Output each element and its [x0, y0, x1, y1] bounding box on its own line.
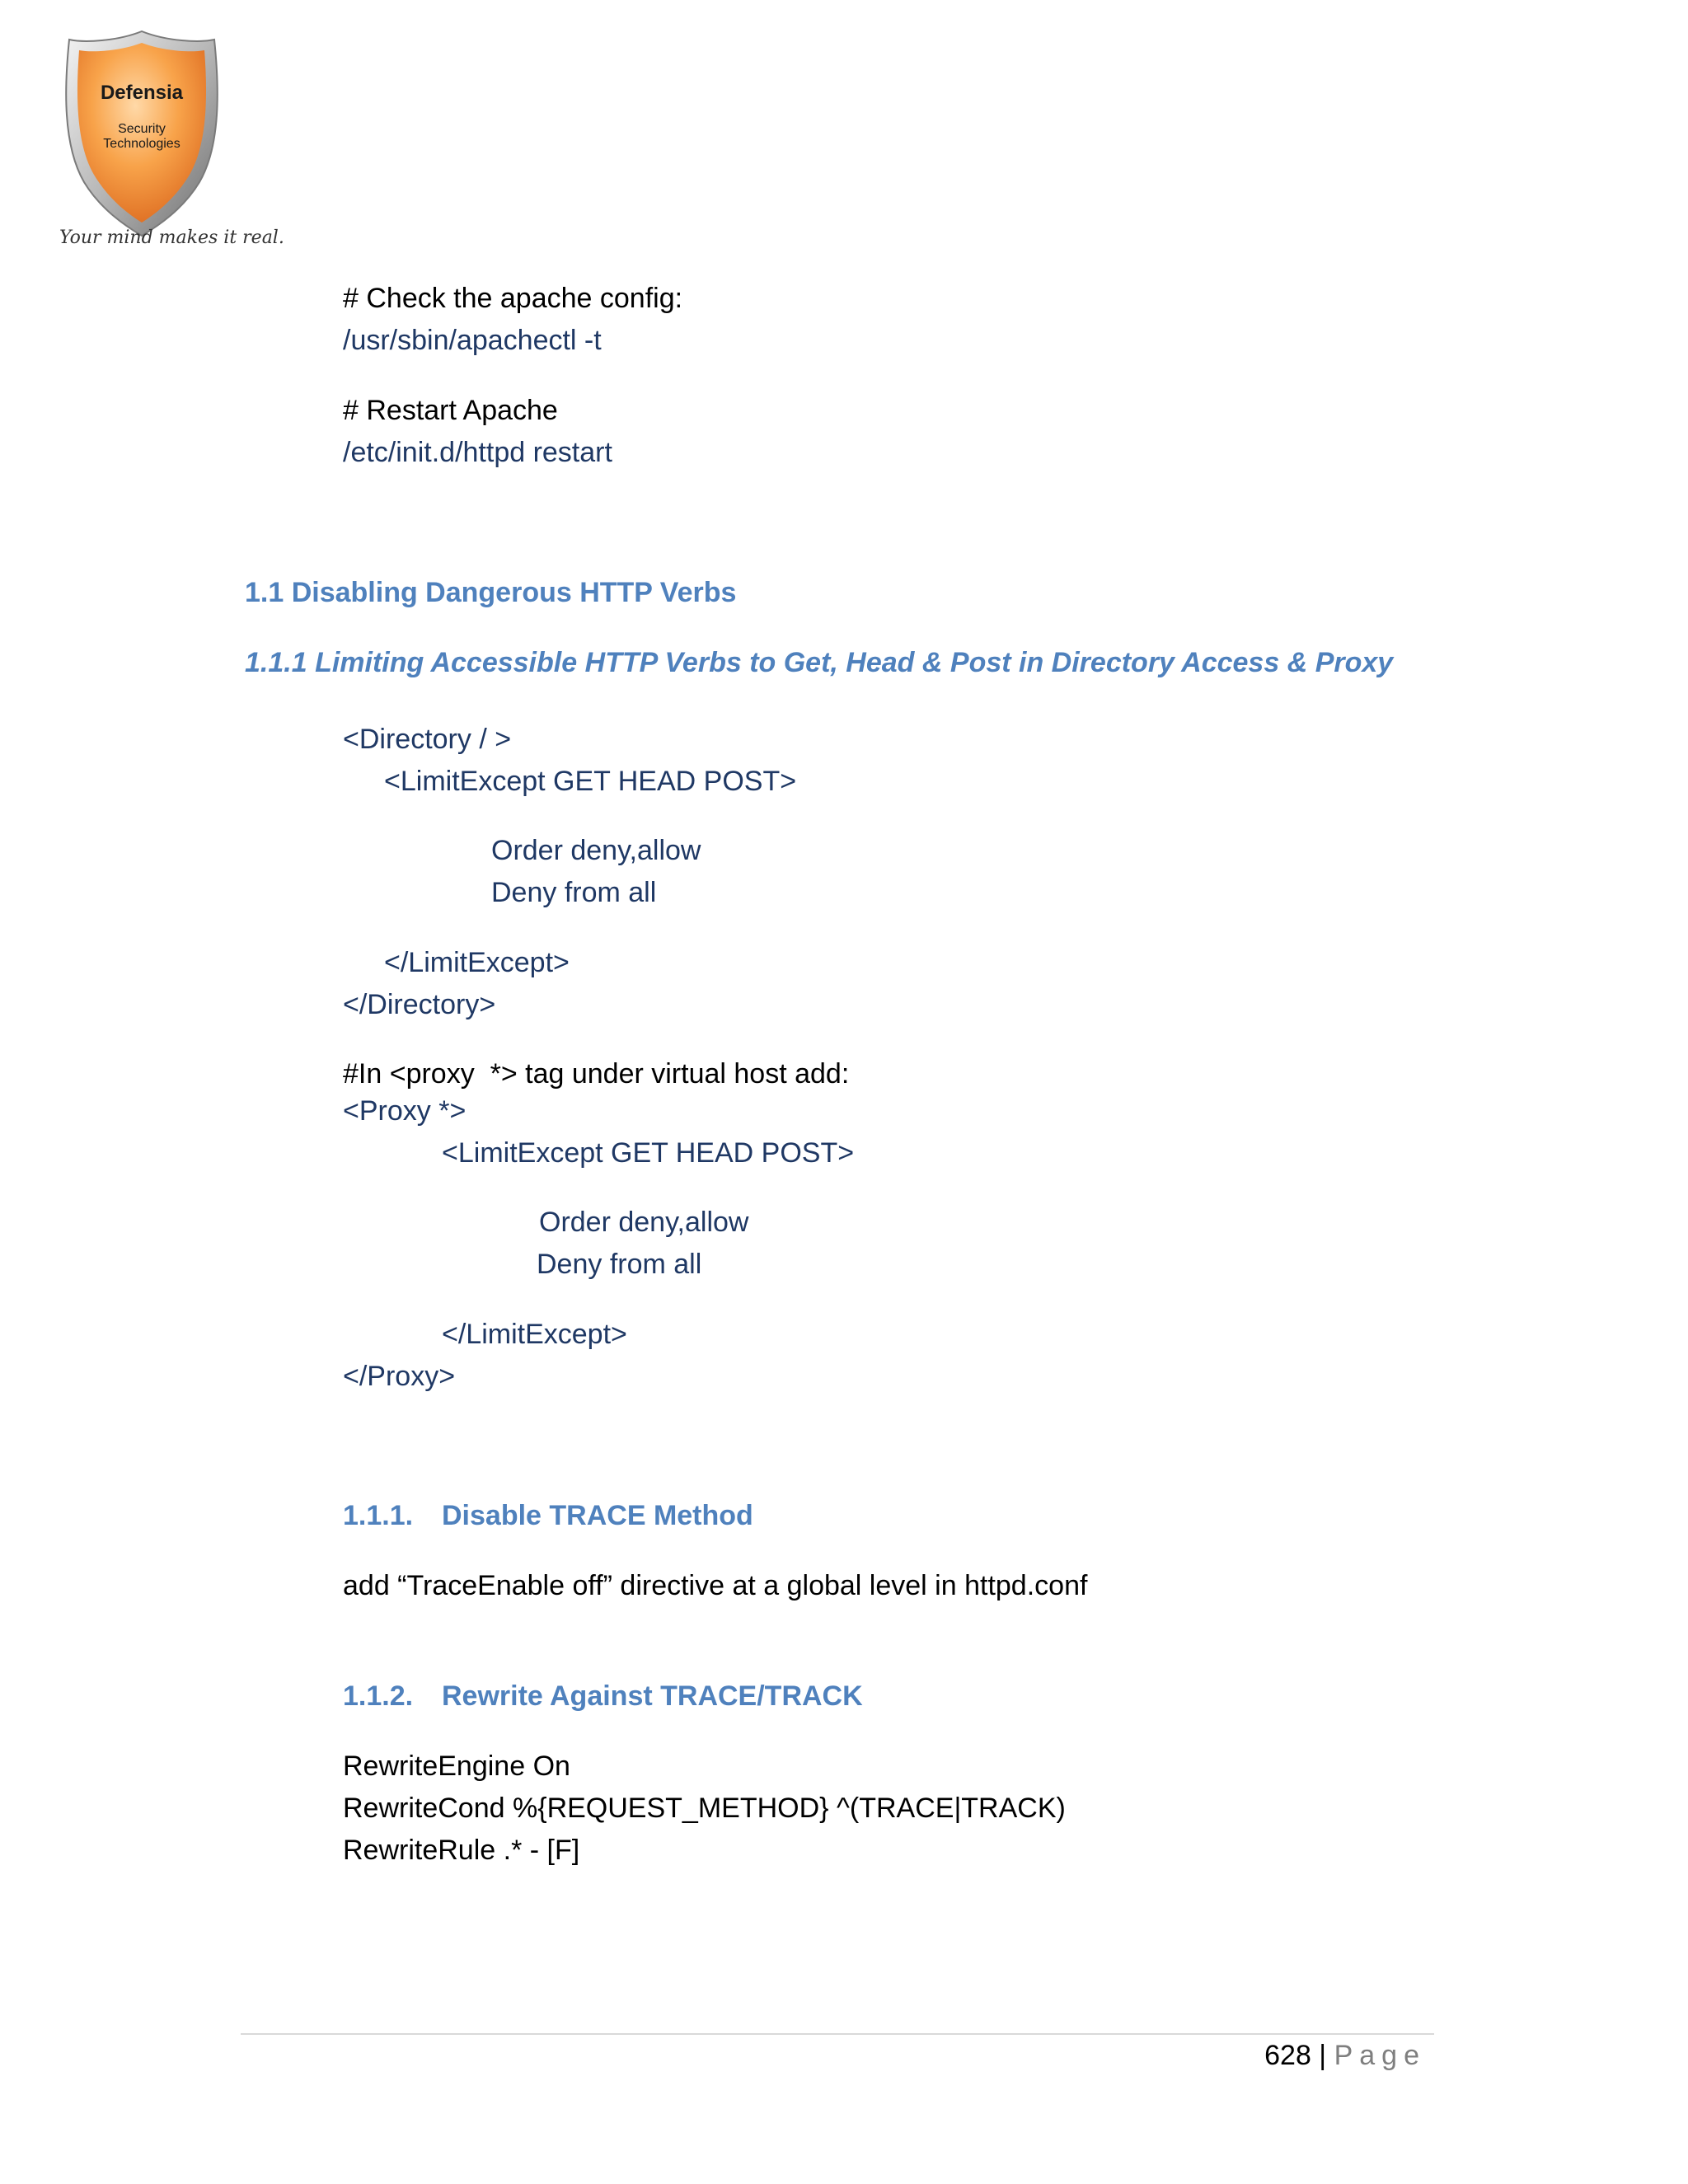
- code-line: </LimitExcept>: [442, 1319, 627, 1350]
- section-heading-1-1: 1.1 Disabling Dangerous HTTP Verbs: [245, 577, 737, 608]
- subsection-number-trace: 1.1.1.: [343, 1500, 414, 1531]
- subsection-number-rewrite: 1.1.2.: [343, 1680, 414, 1712]
- code-line: Deny from all: [491, 877, 657, 908]
- proxy-comment: #In <proxy *> tag under virtual host add:: [343, 1058, 850, 1090]
- rewrite-line: RewriteRule .* - [F]: [343, 1835, 580, 1866]
- restart-comment: # Restart Apache: [343, 395, 558, 426]
- company-logo: [59, 30, 284, 260]
- check-config-comment: # Check the apache config:: [343, 283, 683, 314]
- subsection-heading-rewrite: Rewrite Against TRACE/TRACK: [442, 1680, 863, 1712]
- page-footer: [1264, 2039, 1426, 2072]
- logo-subtitle-line1: Security: [118, 122, 166, 136]
- restart-command: /etc/init.d/httpd restart: [343, 437, 612, 468]
- code-line: Order deny,allow: [491, 835, 701, 866]
- code-line: Deny from all: [537, 1249, 702, 1280]
- code-line: Order deny,allow: [539, 1207, 749, 1238]
- page-number: 628: [1264, 2040, 1311, 2071]
- footer-divider: [241, 2033, 1434, 2035]
- page-separator: |: [1311, 2040, 1334, 2071]
- code-line: <Proxy *>: [343, 1095, 467, 1127]
- logo-brand-name: Defensia: [100, 82, 184, 104]
- section-heading-1-1-1: 1.1.1 Limiting Accessible HTTP Verbs to Get, Head & Post in Directory Access & Proxy: [245, 647, 1394, 678]
- code-line: <Directory / >: [343, 724, 512, 755]
- rewrite-line: RewriteEngine On: [343, 1750, 570, 1782]
- page-label: Page: [1334, 2040, 1426, 2071]
- logo-subtitle-line2: Technologies: [103, 137, 181, 151]
- code-line: <LimitExcept GET HEAD POST>: [442, 1137, 855, 1169]
- trace-body-text: add “TraceEnable off” directive at a global level in httpd.conf: [343, 1570, 1088, 1601]
- check-config-command: /usr/sbin/apachectl -t: [343, 325, 602, 356]
- rewrite-line: RewriteCond %{REQUEST_METHOD} ^(TRACE|TRACK): [343, 1793, 1066, 1824]
- code-line: </Proxy>: [343, 1361, 456, 1392]
- code-line: <LimitExcept GET HEAD POST>: [384, 766, 797, 797]
- logo-tagline: Your mind makes it real.: [59, 227, 284, 248]
- subsection-heading-trace: Disable TRACE Method: [442, 1500, 753, 1531]
- code-line: </Directory>: [343, 989, 496, 1020]
- code-line: </LimitExcept>: [384, 947, 570, 978]
